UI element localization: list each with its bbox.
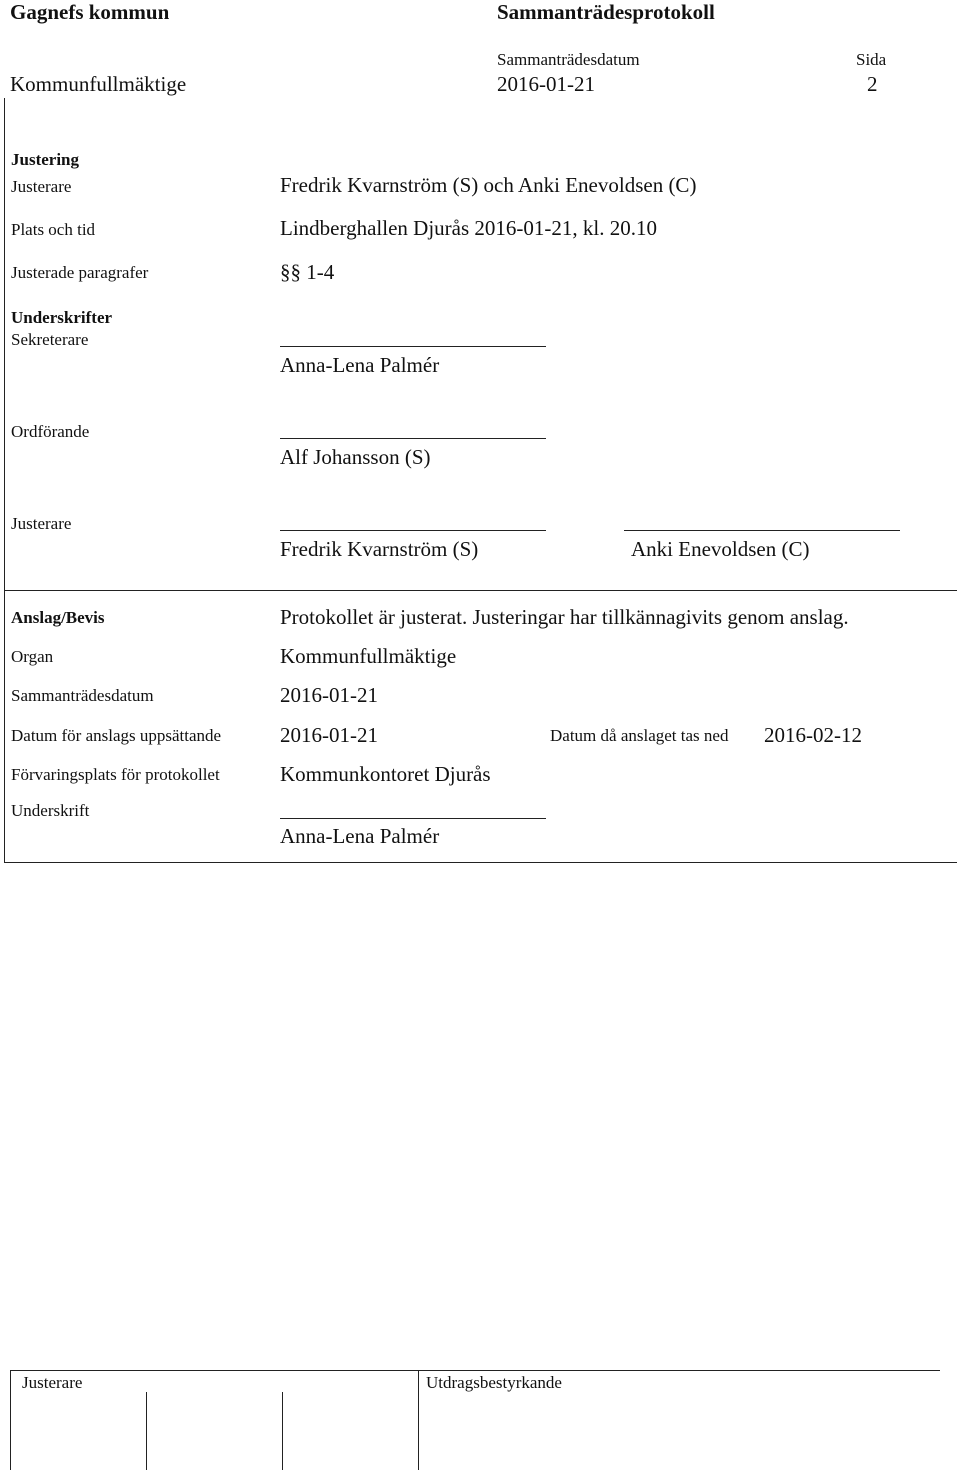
page-label: Sida bbox=[856, 50, 887, 69]
uppsattande-label: Datum för anslags uppsättande bbox=[11, 726, 222, 745]
anslag-datum-value: 2016-01-21 bbox=[280, 683, 378, 707]
ordforande-name: Alf Johansson (S) bbox=[280, 445, 431, 469]
frame-left-border bbox=[4, 98, 5, 862]
page-number: 2 bbox=[867, 72, 878, 96]
ordforande-signature-line bbox=[280, 438, 546, 439]
justerare-2-signature-line bbox=[624, 530, 900, 531]
justerare-value: Fredrik Kvarnström (S) och Anki Enevoldsen (C) bbox=[280, 173, 697, 197]
ned-value: 2016-02-12 bbox=[764, 723, 862, 747]
anslag-datum-label: Sammanträdesdatum bbox=[11, 686, 154, 705]
justerare-sign-label: Justerare bbox=[11, 514, 72, 533]
organ-label: Organ bbox=[11, 647, 54, 666]
frame-bottom-border bbox=[4, 862, 957, 863]
justerare-2-name: Anki Enevoldsen (C) bbox=[631, 537, 810, 561]
underskrift-signature-line bbox=[280, 818, 546, 819]
forvaring-label: Förvaringsplats för protokollet bbox=[11, 765, 220, 784]
date-label: Sammanträdesdatum bbox=[497, 50, 640, 69]
anslag-heading: Anslag/Bevis bbox=[11, 608, 105, 627]
footer-justerare-box-divider-2 bbox=[282, 1392, 283, 1470]
footer-utdrag-label: Utdragsbestyrkande bbox=[426, 1373, 562, 1392]
plats-label: Plats och tid bbox=[11, 220, 96, 239]
org-name: Gagnefs kommun bbox=[10, 0, 170, 24]
sekreterare-signature-line bbox=[280, 346, 546, 347]
sekreterare-label: Sekreterare bbox=[11, 330, 89, 349]
sekreterare-name: Anna-Lena Palmér bbox=[280, 353, 440, 377]
footer-justerare-label: Justerare bbox=[22, 1373, 83, 1392]
meeting-date: 2016-01-21 bbox=[497, 72, 595, 96]
anslag-statement: Protokollet är justerat. Justeringar har tillkännagivits genom anslag. bbox=[280, 605, 849, 629]
plats-value: Lindberghallen Djurås 2016-01-21, kl. 20.10 bbox=[280, 216, 657, 240]
justerare-label: Justerare bbox=[11, 177, 72, 196]
doc-type: Sammanträdesprotokoll bbox=[497, 0, 715, 24]
footer-middle-divider bbox=[418, 1370, 419, 1470]
uppsattande-value: 2016-01-21 bbox=[280, 723, 378, 747]
justering-heading: Justering bbox=[11, 150, 79, 169]
footer-left-border bbox=[10, 1370, 11, 1470]
footer-justerare-box-divider-1 bbox=[146, 1392, 147, 1470]
ned-label: Datum då anslaget tas ned bbox=[550, 726, 729, 745]
underskrift-name: Anna-Lena Palmér bbox=[280, 824, 440, 848]
footer-top-border bbox=[10, 1370, 940, 1371]
forvaring-value: Kommunkontoret Djurås bbox=[280, 762, 491, 786]
underskrift-label: Underskrift bbox=[11, 801, 90, 820]
ordforande-label: Ordförande bbox=[11, 422, 90, 441]
paragrafer-value: §§ 1-4 bbox=[280, 260, 335, 284]
body-name: Kommunfullmäktige bbox=[10, 72, 187, 96]
paragrafer-label: Justerade paragrafer bbox=[11, 263, 149, 282]
section-divider bbox=[4, 590, 957, 591]
justerare-1-signature-line bbox=[280, 530, 546, 531]
underskrifter-heading: Underskrifter bbox=[11, 308, 113, 327]
organ-value: Kommunfullmäktige bbox=[280, 644, 457, 668]
justerare-1-name: Fredrik Kvarnström (S) bbox=[280, 537, 479, 561]
